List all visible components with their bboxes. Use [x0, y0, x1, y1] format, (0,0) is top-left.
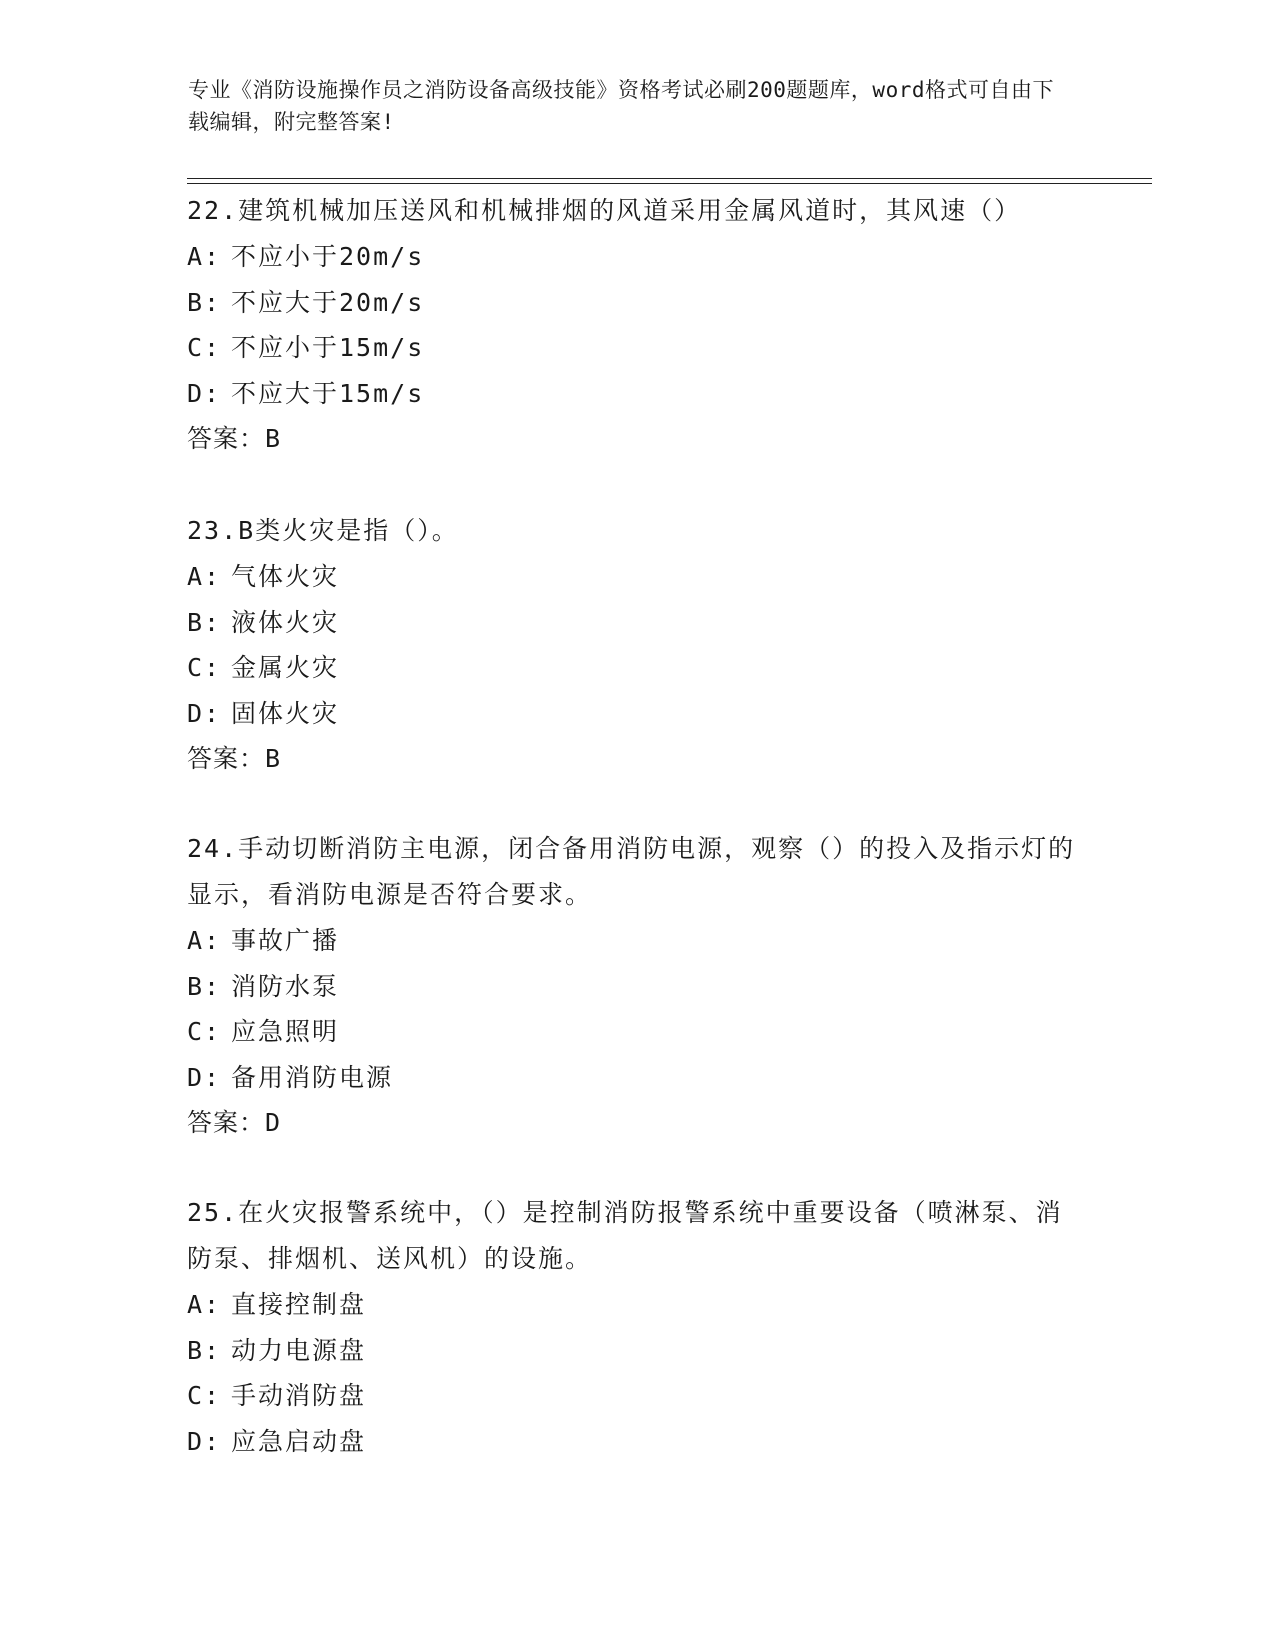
option-text: 不应大于20m/s — [231, 287, 425, 317]
option-key: B: — [187, 971, 222, 1001]
option-a — [187, 554, 1087, 600]
option-b — [187, 964, 1087, 1010]
option-text: 气体火灾 — [231, 562, 340, 591]
option-b — [187, 600, 1087, 646]
option-text: 不应小于20m/s — [231, 242, 425, 271]
question-stem: 23.B类火灾是指（）。 — [187, 516, 459, 545]
option-text: 事故广播 — [231, 926, 340, 955]
option-b — [187, 1328, 1087, 1374]
option-text: 金属火灾 — [231, 653, 340, 682]
question-stem: 24.手动切断消防主电源，闭合备用消防电源，观察（）的投入及指示灯的显示，看消防电源是否符合要求。 — [187, 834, 1076, 909]
option-c — [187, 1009, 1087, 1055]
question-stem: 22.建筑机械加压送风和机械排烟的风道采用金属风道时，其风速（） — [187, 196, 1022, 225]
question-25 — [187, 1190, 1087, 1464]
answer-line: 答案：B — [187, 744, 282, 773]
option-c — [187, 1373, 1087, 1419]
option-d — [187, 371, 1087, 417]
option-text: 直接控制盘 — [231, 1290, 367, 1319]
option-d — [187, 1055, 1087, 1101]
option-key: C: — [187, 653, 222, 682]
option-c — [187, 645, 1087, 691]
option-key: C: — [187, 1381, 222, 1410]
question-23 — [187, 508, 1087, 782]
option-text: 不应大于15m/s — [231, 378, 425, 408]
option-key: B: — [187, 287, 222, 317]
option-text: 手动消防盘 — [231, 1381, 367, 1410]
option-key: B: — [187, 1335, 222, 1365]
option-d — [187, 1419, 1087, 1465]
option-key: A: — [187, 562, 222, 591]
option-a — [187, 234, 1087, 280]
option-text: 固体火灾 — [231, 698, 340, 728]
option-a — [187, 918, 1087, 964]
option-key: A: — [187, 926, 222, 955]
answer-line: 答案：B — [187, 424, 282, 453]
option-key: A: — [187, 1290, 222, 1319]
option-d — [187, 691, 1087, 737]
option-text: 备用消防电源 — [231, 1062, 394, 1092]
header-divider-bottom — [187, 183, 1152, 184]
option-key: D: — [187, 1426, 222, 1456]
option-text: 应急启动盘 — [231, 1426, 367, 1456]
answer-line: 答案：D — [187, 1108, 282, 1137]
question-stem: 25.在火灾报警系统中，（）是控制消防报警系统中重要设备（喷淋泵、消防泵、排烟机、送风机）的设施。 — [187, 1198, 1063, 1273]
option-text: 应急照明 — [231, 1017, 340, 1046]
option-key: D: — [187, 378, 222, 408]
option-key: D: — [187, 1062, 222, 1092]
question-22 — [187, 188, 1087, 462]
option-text: 液体火灾 — [231, 607, 340, 637]
option-b — [187, 280, 1087, 326]
document-header: 专业《消防设施操作员之消防设备高级技能》资格考试必刷200题题库，word格式可自由下载编辑，附完整答案! — [188, 78, 1054, 134]
option-a — [187, 1282, 1087, 1328]
option-text: 不应小于15m/s — [231, 333, 425, 362]
option-key: A: — [187, 242, 222, 271]
header-divider-top — [187, 178, 1152, 179]
option-key: C: — [187, 333, 222, 362]
option-text: 动力电源盘 — [231, 1335, 367, 1365]
option-key: B: — [187, 607, 222, 637]
question-24 — [187, 826, 1087, 1146]
option-key: D: — [187, 698, 222, 728]
option-key: C: — [187, 1017, 222, 1046]
option-text: 消防水泵 — [231, 971, 340, 1001]
option-c — [187, 325, 1087, 371]
